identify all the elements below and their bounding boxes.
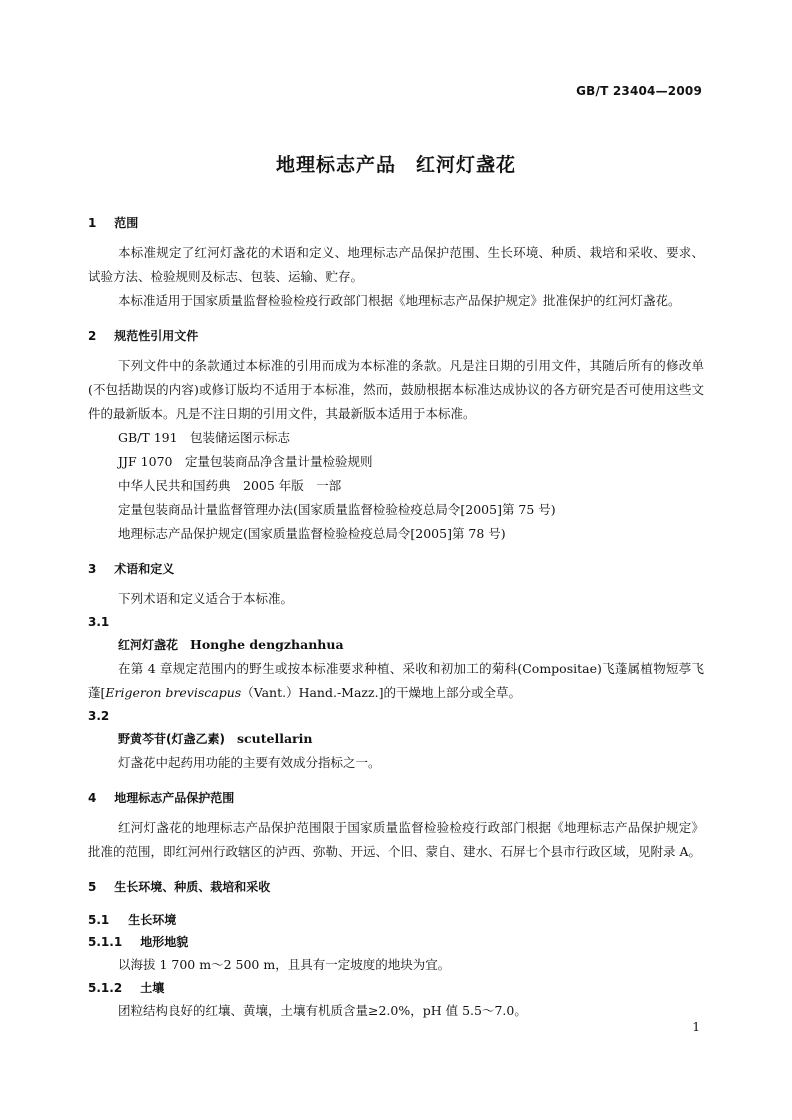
- reference-item: 中华人民共和国药典 2005 年版 一部: [118, 478, 342, 493]
- page-number: 1: [692, 1020, 700, 1034]
- standard-number: GB/T 23404—2009: [576, 84, 702, 98]
- section-number: 5.1.2: [88, 981, 123, 995]
- section-3-heading: [88, 560, 704, 577]
- subsection-heading: [88, 909, 704, 931]
- reference-item: 地理标志产品保护规定(国家质量监督检验检疫总局令[2005]第 78 号): [118, 526, 506, 541]
- section-title: 术语和定义: [114, 562, 175, 576]
- document-title: 地理标志产品 红河灯盏花: [275, 154, 516, 176]
- reference-item: JJF 1070 定量包装商品净含量计量检验规则: [118, 454, 373, 469]
- term-number: 3.1: [88, 615, 110, 629]
- definition-text: 在第 4 章规定范围内的野生或按本标准要求种植、采收和初加工的菊科(Compositae)飞蓬属植物短葶飞蓬[: [88, 661, 704, 700]
- term-english: scutellarin: [236, 731, 313, 746]
- section-number: 5.1.1: [88, 935, 123, 949]
- term-name: 野黄芩苷(灯盏乙素): [118, 732, 225, 746]
- section-title: 生长环境: [128, 913, 177, 927]
- term-entry: [88, 633, 704, 657]
- section-title: 土壤: [140, 981, 165, 995]
- term-definition: [88, 657, 704, 705]
- section-title: 规范性引用文件: [114, 329, 199, 343]
- term-definition: 灯盏花中起药用功能的主要有效成分指标之一。: [118, 755, 381, 770]
- term-english: Honghe dengzhanhua: [190, 637, 344, 652]
- paragraph: 本标准适用于国家质量监督检验检疫行政部门根据《地理标志产品保护规定》批准保护的红河灯盏花。: [118, 293, 681, 308]
- document-body: [88, 214, 704, 1023]
- section-number: 5: [88, 880, 97, 894]
- term-name: 红河灯盏花: [118, 638, 179, 652]
- paragraph: 团粒结构良好的红壤、黄壤，土壤有机质含量≥2.0%，pH 值 5.5～7.0。: [118, 1003, 527, 1018]
- section-title: 范围: [114, 216, 139, 230]
- section-2-heading: [88, 327, 704, 344]
- section-title: 地理标志产品保护范围: [114, 791, 235, 805]
- paragraph: 以海拔 1 700 m～2 500 m，且具有一定坡度的地块为宜。: [118, 957, 451, 972]
- subsection-heading: [88, 977, 704, 999]
- term-number: 3.2: [88, 709, 110, 723]
- section-number: 2: [88, 329, 97, 343]
- section-1-heading: [88, 214, 704, 231]
- section-number: 1: [88, 216, 97, 230]
- section-number: 4: [88, 791, 97, 805]
- paragraph: 红河灯盏花的地理标志产品保护范围限于国家质量监督检验检疫行政部门根据《地理标志产品保护规定》批准的范围，即红河州行政辖区的泸西、弥勒、开远、个旧、蒙自、建水、石屏七个县市行政区域，见附录 A。: [88, 820, 704, 859]
- term-entry: [88, 727, 704, 751]
- paragraph: 下列术语和定义适合于本标准。: [118, 591, 294, 606]
- paragraph: 下列文件中的条款通过本标准的引用而成为本标准的条款。凡是注日期的引用文件，其随后所有的修改单(不包括勘误的内容)或修订版均不适用于本标准，然而，鼓励根据本标准达成协议的各方研究是否可使用这些文件的最新版本。凡是不注日期的引用文件，其最新版本适用于本标准。: [88, 358, 704, 421]
- latin-name: Erigeron breviscapus: [105, 685, 242, 700]
- section-title: 地形地貌: [140, 935, 189, 949]
- subsection-heading: [88, 931, 704, 953]
- definition-text: （Vant.）Hand.-Mazz.]的干燥地上部分或全草。: [241, 685, 521, 700]
- paragraph: 本标准规定了红河灯盏花的术语和定义、地理标志产品保护范围、生长环境、种质、栽培和采收、要求、试验方法、检验规则及标志、包装、运输、贮存。: [88, 245, 704, 284]
- section-number: 5.1: [88, 913, 110, 927]
- section-number: 3: [88, 562, 97, 576]
- reference-item: 定量包装商品计量监督管理办法(国家质量监督检验检疫总局令[2005]第 75 号): [118, 502, 556, 517]
- section-title: 生长环境、种质、栽培和采收: [114, 880, 271, 894]
- section-4-heading: [88, 789, 704, 806]
- section-5-heading: [88, 878, 704, 895]
- reference-item: GB/T 191 包装储运图示标志: [118, 430, 291, 445]
